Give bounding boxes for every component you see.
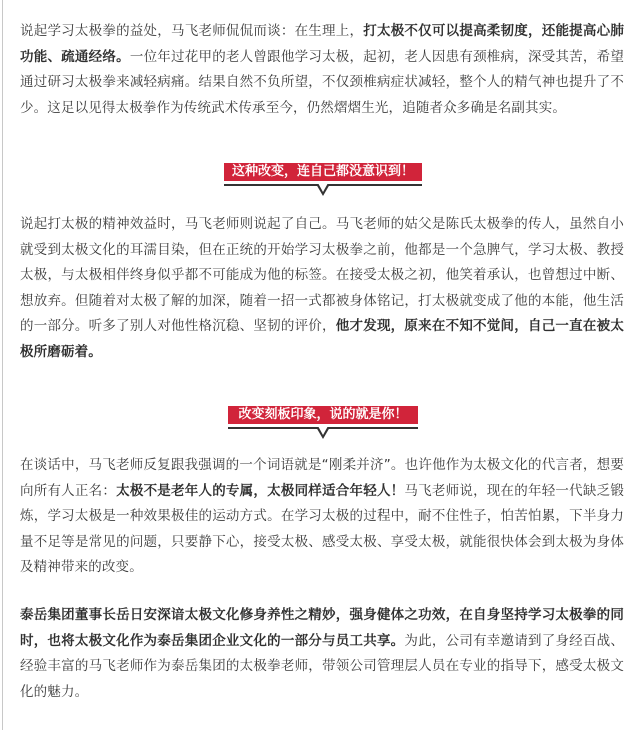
- paragraph-text: 一位年过花甲的老人曾跟他学习太极，起初，老人因患有颈椎病，深受其苦，希望通过研习太极拳来减轻病痛。结果自然不负所望，不仅颈椎病症状减轻，整个人的精气神也提升了不少。这足以见得太极拳作为传统武术传承至今，仍然熠熠生光，追随者众多确是名副其实。: [20, 48, 625, 116]
- section-heading-label: 改变刻板印象，说的就是你！: [228, 406, 418, 424]
- section-heading-label: 这种改变，连自己都没意识到！: [224, 163, 422, 181]
- section-heading-stereotype: [228, 406, 418, 446]
- section-heading-change: [224, 163, 422, 203]
- paragraph-bold-text: 他才发现，原来在不知不觉间，自己一直在被太极所磨砺着。: [20, 318, 624, 360]
- paragraph-text: 说起学习太极拳的益处，马飞老师侃侃而谈：在生理上，: [20, 23, 364, 39]
- paragraph-young-people: [20, 453, 624, 581]
- paragraph-bold-text: 泰岳集团董事长岳日安深谙太极文化修身养性之精妙，强身健体之功效，在自身坚持学习太极拳的同时，也将太极文化作为泰岳集团企业文化的一部分与员工共享。: [20, 607, 624, 649]
- heading-pointer-icon: [316, 184, 330, 196]
- paragraph-text: 说起打太极的精神效益时，马飞老师则说起了自己。马飞老师的姑父是陈氏太极拳的传人，虽然自小就受到太极文化的耳濡目染，但在正统的开始学习太极拳之前，他都是一个急脾气，学习太极、教授太极，与太极相伴终身似乎都不可能成为他的标签。在接受太极之初，他笑着承认，也曾想过中断、想放弃。但随着对太极了解的加深，随着一招一式都被身体铭记，打太极就变成了他的本能，他生活的一部分。听多了别人对他性格沉稳、坚韧的评价，: [20, 216, 624, 334]
- paragraph-spirit: [20, 212, 624, 365]
- paragraph-text: 为此，公司有幸邀请到了身经百战、经验丰富的马飞老师作为泰岳集团的太极拳老师，带领公司管理层人员在专业的指导下，感受太极文化的魅力。: [20, 632, 625, 700]
- paragraph-text: 马飞老师说，现在的年轻一代缺乏锻炼，学习太极是一种效果极佳的运动方式。在学习太极的过程中，耐不住性子，怕苦怕累，下半身力量不足等是常见的问题，只要静下心，接受太极、感受太极、享受太极，就能很快体会到太极为身体及精神带来的改变。: [20, 482, 624, 575]
- heading-pointer-icon: [316, 427, 330, 439]
- paragraph-company: [20, 603, 624, 705]
- paragraph-text: 在谈话中，马飞老师反复跟我强调的一个词语就是“刚柔并济”。也许他作为太极文化的代言者，想要向所有人正名：: [20, 457, 624, 499]
- paragraph-bold-text: 打太极不仅可以提高柔韧度，还能提高心肺功能、疏通经络。: [20, 23, 625, 65]
- paragraph-benefits: [20, 19, 624, 121]
- left-border-rule: [2, 0, 3, 730]
- paragraph-bold-text: 太极不是老年人的专属，太极同样适合年轻人！: [116, 482, 405, 499]
